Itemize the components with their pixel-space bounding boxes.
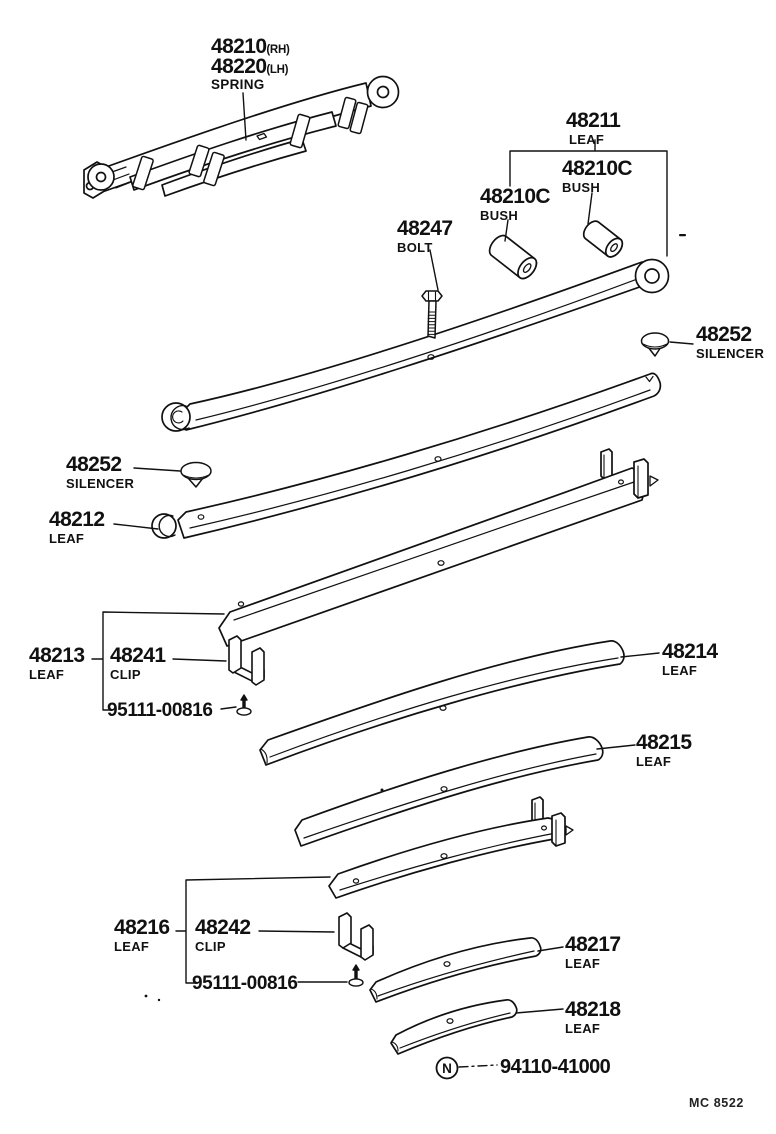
part-code: 94110-41000	[500, 1056, 611, 1078]
part-code: 48210	[211, 35, 267, 58]
part-code: 48210C	[480, 185, 550, 208]
part-name: LEAF	[565, 956, 601, 971]
part-name: LEAF	[29, 667, 65, 682]
part-code: 48214	[662, 640, 718, 663]
part-label-48217	[565, 934, 620, 970]
leaf8-drawing	[391, 1000, 517, 1054]
part-qualifier: (RH)	[266, 44, 290, 56]
clip-upper-drawing	[229, 636, 264, 685]
part-label-48212	[49, 509, 104, 545]
part-name: LEAF	[662, 663, 698, 678]
part-label-screw-upper	[107, 701, 213, 720]
sheet-code: MC 8522	[689, 1096, 744, 1110]
part-code: 48218	[565, 998, 621, 1021]
bolt-drawing	[422, 291, 442, 338]
part-label-48218	[565, 999, 620, 1035]
part-code: 48247	[397, 217, 453, 240]
part-code: 48213	[29, 644, 85, 667]
screw-lower-drawing	[349, 965, 363, 986]
part-label-48247	[397, 218, 452, 254]
part-name: LEAF	[49, 531, 85, 546]
part-label-48242	[195, 917, 250, 953]
part-code: 48252	[66, 453, 122, 476]
part-label-48215	[636, 732, 691, 768]
part-code: 48212	[49, 508, 105, 531]
screw-upper-drawing	[237, 695, 251, 715]
clip-lower-drawing	[339, 913, 373, 960]
part-label-screw-lower	[192, 974, 298, 993]
silencer-right-drawing	[642, 333, 669, 356]
assembled-spring-drawing	[84, 77, 399, 199]
part-name: SILENCER	[696, 346, 765, 361]
part-code: 48210C	[562, 157, 632, 180]
part-code: 48220	[211, 55, 267, 78]
part-label-48216	[114, 917, 169, 953]
part-code: 48217	[565, 933, 621, 956]
part-name: SPRING	[211, 77, 265, 92]
nut-symbol	[437, 1058, 458, 1079]
part-code: 48215	[636, 731, 692, 754]
part-label-48211	[566, 110, 620, 146]
part-name: BUSH	[562, 180, 601, 195]
part-code: 48242	[195, 916, 251, 939]
part-label-48213	[29, 645, 84, 681]
part-name: LEAF	[636, 754, 672, 769]
part-name: BOLT	[397, 240, 433, 255]
leaf7-drawing	[370, 938, 541, 1002]
part-label-48210c-a	[480, 186, 550, 222]
part-code: 48241	[110, 644, 166, 667]
part-code: 48211	[566, 109, 621, 132]
nut-symbol-letter: N	[442, 1061, 452, 1076]
part-label-48252-left	[66, 454, 134, 490]
part-label-48241	[110, 645, 165, 681]
part-qualifier: (LH)	[266, 64, 289, 76]
part-name: SILENCER	[66, 476, 135, 491]
part-code: 48216	[114, 916, 170, 939]
part-name: LEAF	[114, 939, 150, 954]
part-code: 48252	[696, 323, 752, 346]
silencer-left-drawing	[181, 463, 211, 488]
bush-b-drawing	[580, 218, 625, 260]
part-name: BUSH	[480, 208, 519, 223]
part-name: LEAF	[565, 1021, 601, 1036]
part-label-48214	[662, 641, 717, 677]
part-code: 95111-00816	[192, 973, 298, 994]
part-name: CLIP	[110, 667, 141, 682]
part-label-94110-41000	[500, 1057, 610, 1077]
part-name: CLIP	[195, 939, 226, 954]
part-label-spring	[211, 36, 289, 92]
bush-a-drawing	[486, 232, 540, 282]
leaf3-drawing	[219, 449, 658, 646]
part-label-48252-right	[696, 324, 764, 360]
part-label-48210c-b	[562, 158, 632, 194]
part-name: LEAF	[569, 132, 605, 147]
part-code: 95111-00816	[107, 700, 213, 721]
